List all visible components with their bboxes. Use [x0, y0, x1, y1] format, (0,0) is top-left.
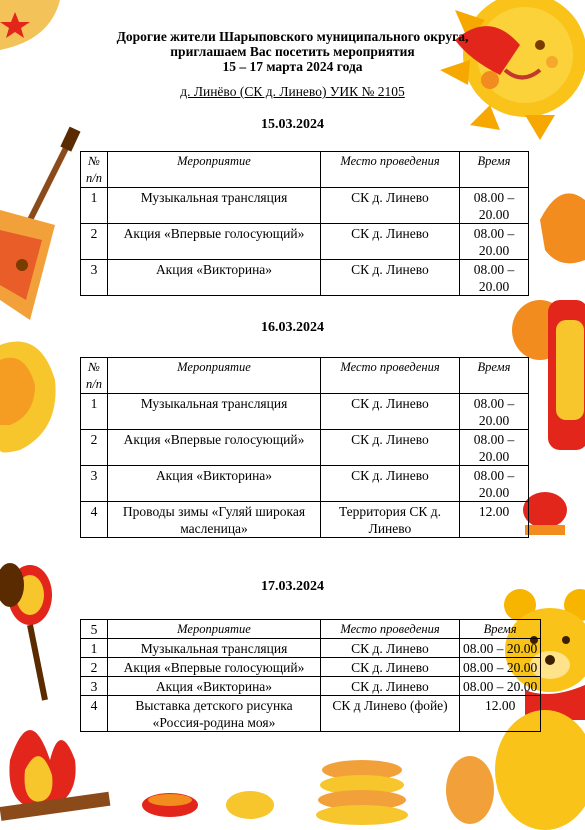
- table-row: [81, 639, 541, 658]
- table-row: [81, 224, 529, 260]
- table-row: [81, 260, 529, 296]
- row-time: 08.00 – 20.00: [460, 658, 541, 677]
- row-place: СК д. Линево: [321, 466, 460, 502]
- col-event: Мероприятие: [108, 152, 321, 188]
- table-header-row: [81, 358, 529, 394]
- table-row: [81, 188, 529, 224]
- row-event: Музыкальная трансляция: [108, 394, 321, 430]
- table-header-row: [81, 152, 529, 188]
- header-line1: Дорогие жители Шарыповского муниципального округа,: [116, 29, 469, 44]
- row-event: Акция «Впервые голосующий»: [108, 224, 321, 260]
- row-time: 08.00 – 20.00: [460, 394, 529, 430]
- row-place: СК д. Линево: [321, 188, 460, 224]
- row-num: 2: [81, 430, 108, 466]
- col-place: Место проведения: [321, 620, 460, 639]
- col-num: № п/п: [81, 358, 108, 394]
- header-address: д. Линёво (СК д. Линево) УИК № 2105: [180, 84, 405, 99]
- row-num: 2: [81, 658, 108, 677]
- row-num: 3: [81, 260, 108, 296]
- day3-table: [80, 619, 541, 732]
- row-place: СК д. Линево: [321, 394, 460, 430]
- row-num: 1: [81, 188, 108, 224]
- table-row: [81, 696, 541, 732]
- row-event: Акция «Впервые голосующий»: [108, 430, 321, 466]
- row-place: СК д. Линево: [321, 658, 460, 677]
- row-place: Территория СК д. Линево: [321, 502, 460, 538]
- row-event: Проводы зимы «Гуляй широкая масленица»: [108, 502, 321, 538]
- row-place: СК д. Линево: [321, 224, 460, 260]
- row-time: 08.00 – 20.00: [460, 677, 541, 696]
- col-event: Мероприятие: [108, 620, 321, 639]
- row-time: 12.00: [460, 696, 541, 732]
- table-row: [81, 502, 529, 538]
- col-place: Место проведения: [321, 358, 460, 394]
- header-line3: 15 – 17 марта 2024 года: [222, 59, 363, 74]
- row-num: 1: [81, 394, 108, 430]
- col-time: Время: [460, 152, 529, 188]
- row-event: Музыкальная трансляция: [108, 639, 321, 658]
- row-event: Музыкальная трансляция: [108, 188, 321, 224]
- table-row: [81, 466, 529, 502]
- row-event: Выставка детского рисунка «Россия-родина моя»: [108, 696, 321, 732]
- col-time: Время: [460, 620, 541, 639]
- day2-date: 16.03.2024: [261, 320, 324, 335]
- row-place: СК д. Линево: [321, 639, 460, 658]
- row-event: Акция «Викторина»: [108, 466, 321, 502]
- row-event: Акция «Впервые голосующий»: [108, 658, 321, 677]
- row-num: 4: [81, 502, 108, 538]
- day1-table: [80, 151, 529, 296]
- row-time: 08.00 – 20.00: [460, 430, 529, 466]
- row-time: 08.00 – 20.00: [460, 639, 541, 658]
- table-header-row: [81, 620, 541, 639]
- row-event: Акция «Викторина»: [108, 260, 321, 296]
- row-event: Акция «Викторина»: [108, 677, 321, 696]
- header-line2: приглашаем Вас посетить мероприятия: [170, 44, 415, 59]
- table-row: [81, 430, 529, 466]
- col-time: Время: [460, 358, 529, 394]
- row-time: 08.00 – 20.00: [460, 260, 529, 296]
- table-row: [81, 394, 529, 430]
- day1-date: 15.03.2024: [261, 117, 324, 132]
- row-time: 12.00: [460, 502, 529, 538]
- col-num: № п/п: [81, 152, 108, 188]
- col-num: 5: [81, 620, 108, 639]
- row-place: СК д Линево (фойе): [321, 696, 460, 732]
- col-event: Мероприятие: [108, 358, 321, 394]
- row-place: СК д. Линево: [321, 430, 460, 466]
- row-time: 08.00 – 20.00: [460, 188, 529, 224]
- col-place: Место проведения: [321, 152, 460, 188]
- row-num: 4: [81, 696, 108, 732]
- header-title: [0, 29, 585, 74]
- row-place: СК д. Линево: [321, 677, 460, 696]
- row-time: 08.00 – 20.00: [460, 466, 529, 502]
- row-time: 08.00 – 20.00: [460, 224, 529, 260]
- day3-date: 17.03.2024: [261, 579, 324, 594]
- table-row: [81, 677, 541, 696]
- table-row: [81, 658, 541, 677]
- row-num: 2: [81, 224, 108, 260]
- row-num: 3: [81, 466, 108, 502]
- row-num: 3: [81, 677, 108, 696]
- row-place: СК д. Линево: [321, 260, 460, 296]
- row-num: 1: [81, 639, 108, 658]
- day2-table: [80, 357, 529, 538]
